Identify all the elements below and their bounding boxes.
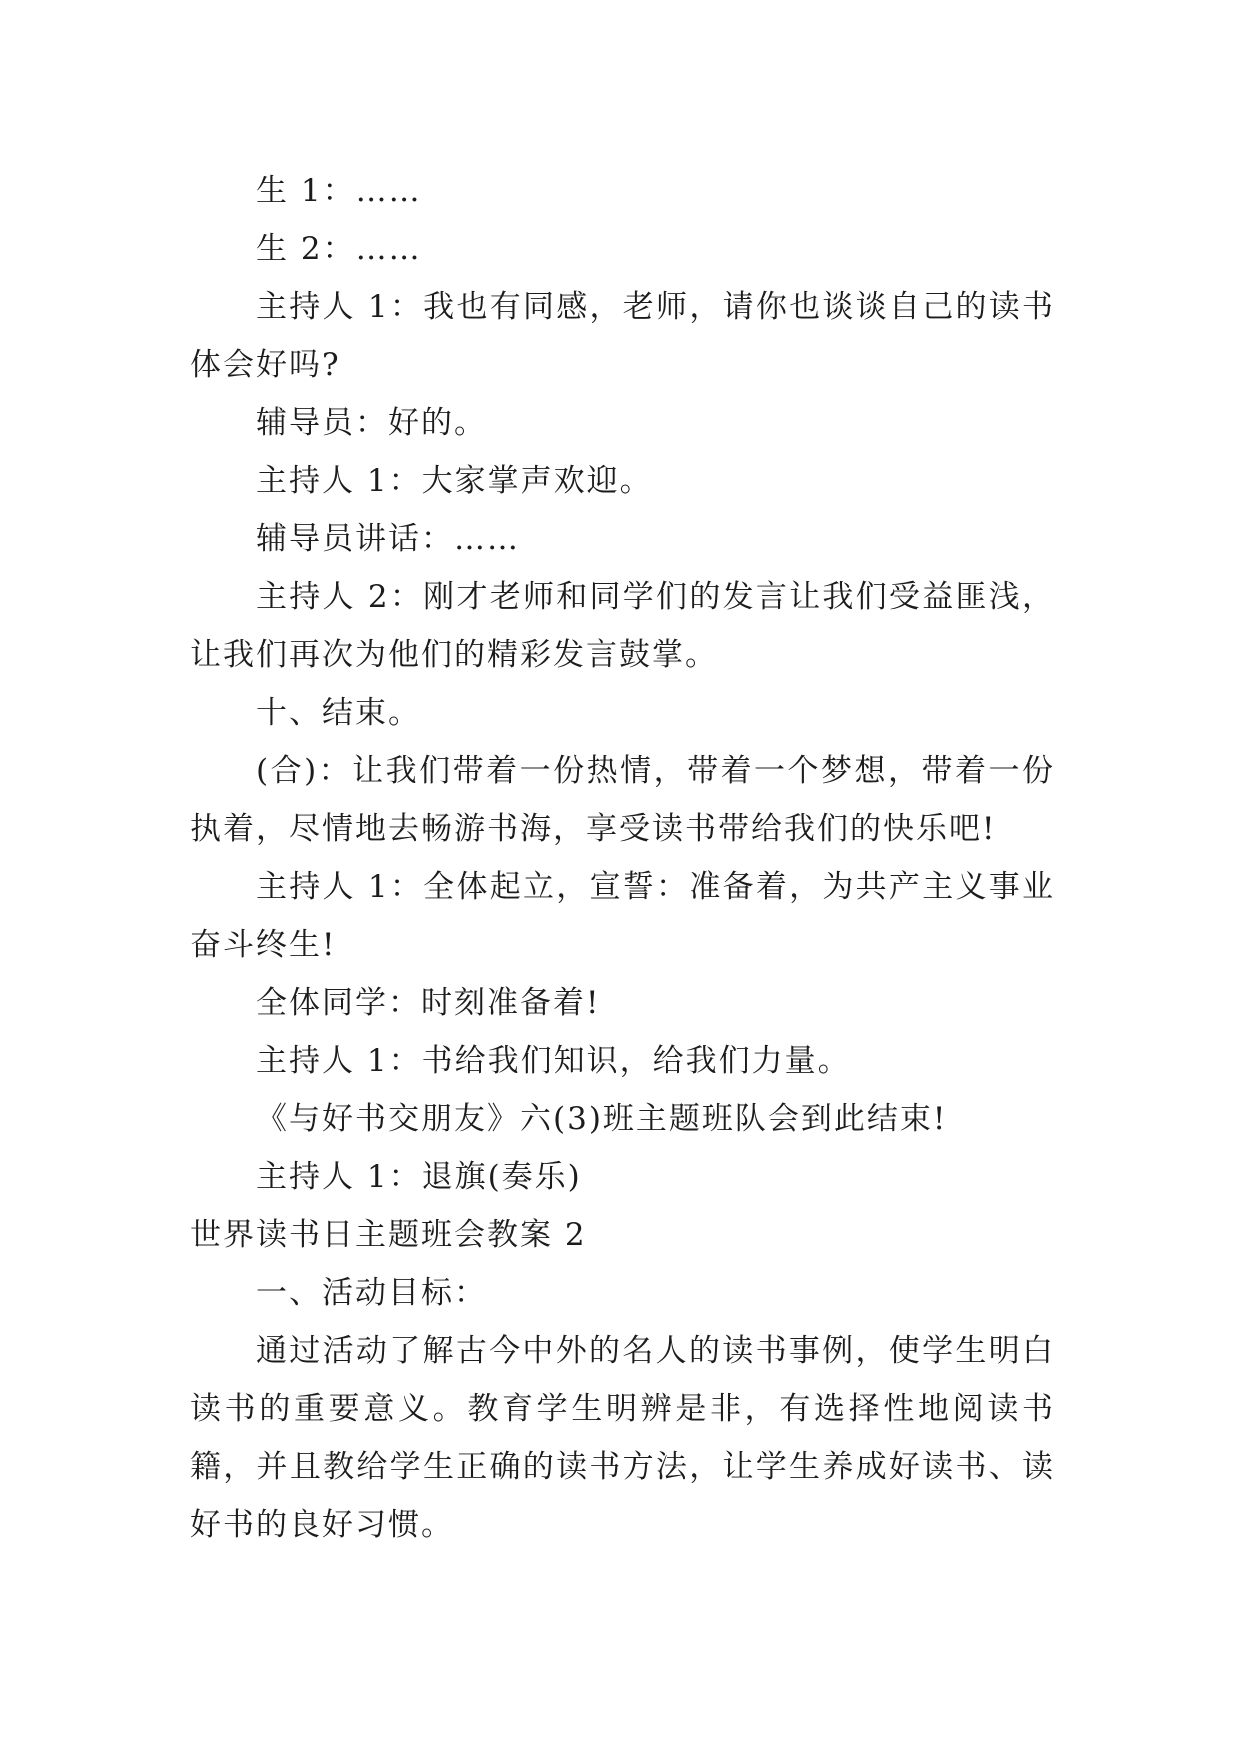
paragraph-student-1: 生 1：…… [256, 173, 422, 209]
paragraph-counselor-reply: 辅导员：好的。 [256, 405, 487, 441]
paragraph-meeting-end: 《与好书交朋友》六(3)班主题班队会到此结束! [256, 1101, 948, 1137]
paragraph-host-1-flag: 主持人 1：退旗(奏乐) [256, 1159, 582, 1195]
paragraph-host-2-thanks: 主持人 2：刚才老师和同学们的发言让我们受益匪浅，让我们再次为他们的精彩发言鼓掌。 [190, 579, 1055, 673]
lesson-plan-title: 世界读书日主题班会教案 2 [190, 1217, 587, 1253]
paragraph-host-1-request: 主持人 1：我也有同感，老师，请你也谈谈自己的读书体会好吗? [190, 289, 1055, 383]
section-ending: 十、结束。 [256, 695, 421, 731]
paragraph-all-students: 全体同学：时刻准备着! [256, 985, 601, 1021]
paragraph-together: (合)：让我们带着一份热情，带着一个梦想，带着一份执着，尽情地去畅游书海，享受读书带给我们的快乐吧! [190, 753, 1055, 847]
paragraph-student-2: 生 2：…… [256, 231, 422, 267]
paragraph-host-1-knowledge: 主持人 1：书给我们知识，给我们力量。 [256, 1043, 851, 1079]
document-body [190, 162, 1055, 1554]
paragraph-activity-goal-body: 通过活动了解古今中外的名人的读书事例，使学生明白读书的重要意义。教育学生明辨是非，有选择性地阅读书籍，并且教给学生正确的读书方法，让学生养成好读书、读好书的良好习惯。 [190, 1333, 1055, 1543]
paragraph-host-1-oath: 主持人 1：全体起立，宣誓：准备着，为共产主义事业奋斗终生! [190, 869, 1055, 963]
section-activity-goal: 一、活动目标： [256, 1275, 487, 1311]
paragraph-counselor-speech: 辅导员讲话：…… [256, 521, 520, 557]
paragraph-host-1-applause: 主持人 1：大家掌声欢迎。 [256, 463, 653, 499]
